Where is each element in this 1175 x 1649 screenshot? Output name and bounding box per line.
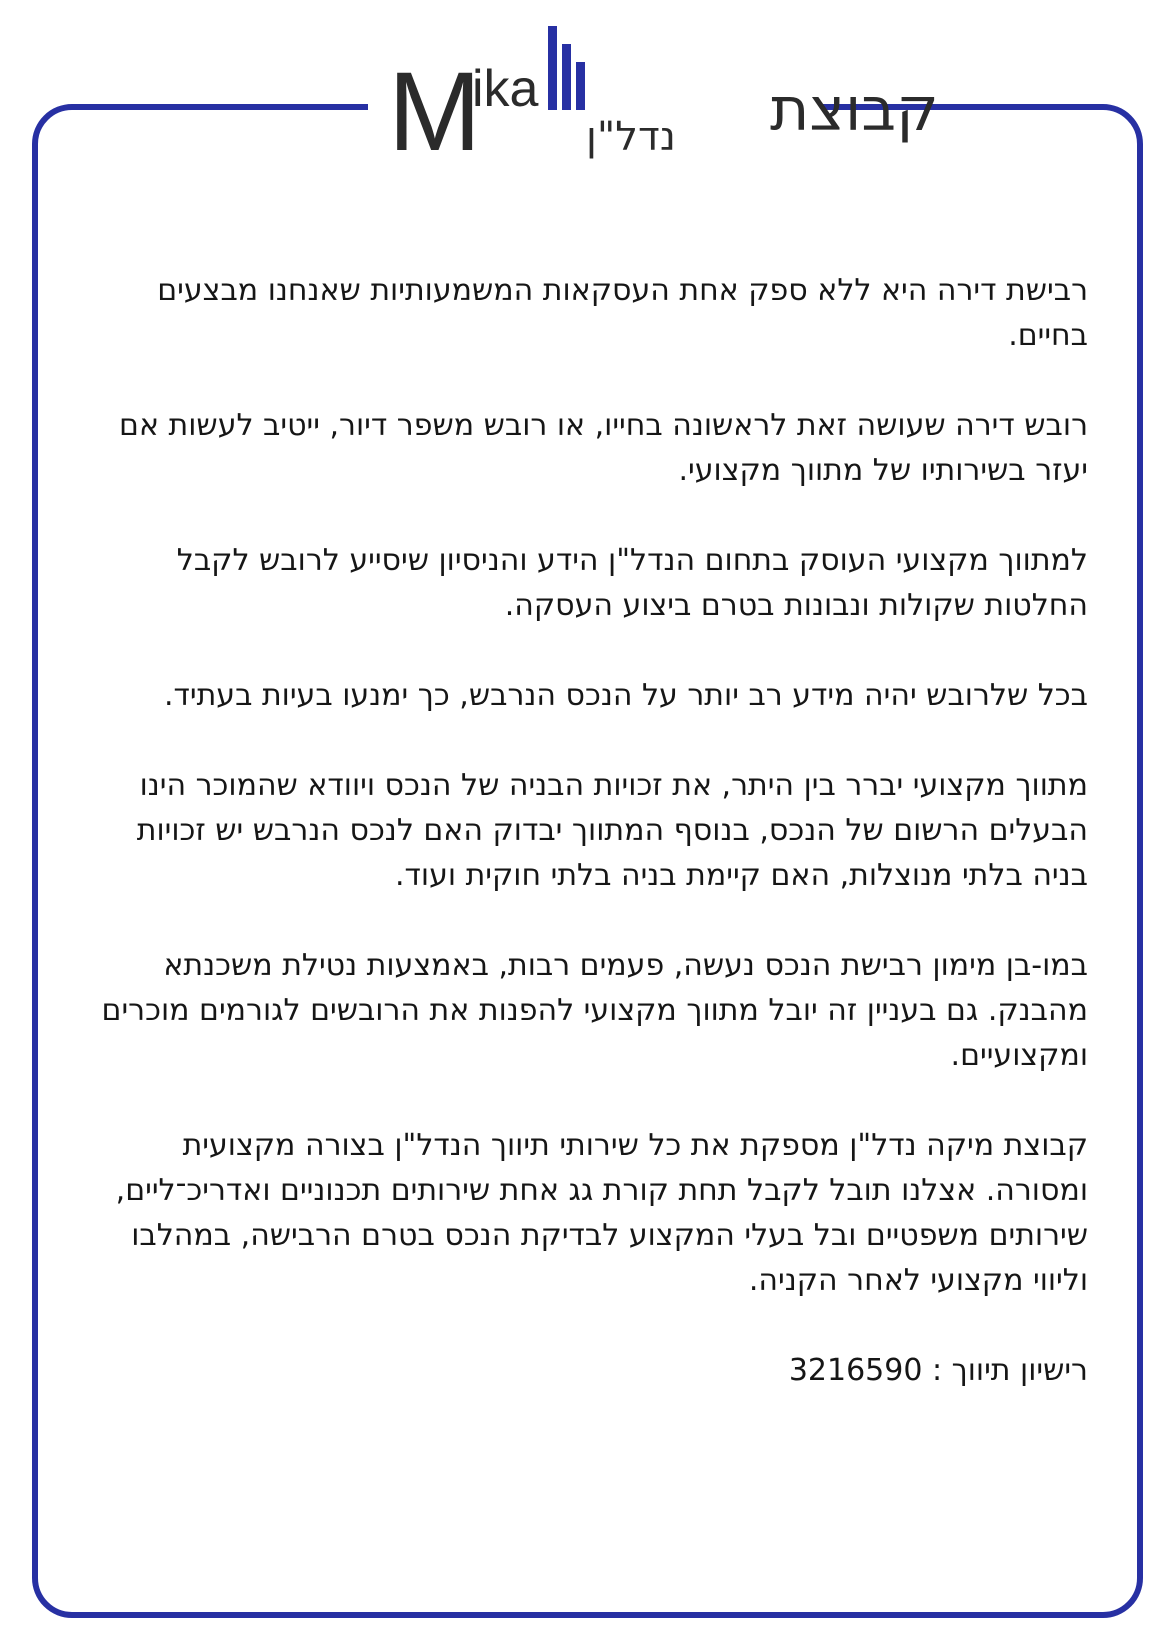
logo-brand-rest: ika [472,60,539,118]
logo-brand-initial: M [388,49,482,174]
paragraph-5: מתווך מקצועי יברר בין היתר, את זכויות הבניה של הנכס ויוודא שהמוכר הינו הבעלים הרשום של הנכס, בנוסף המתווך יבדוק האם לנכס הנרבש יש זכויות בניה בלתי מנוצלות, האם קיימת בניה בלתי חוקית ועוד. [136,768,1088,893]
logo-bar-icon [548,26,557,110]
logo-group-word: קבוצת [770,75,939,145]
logo-brand-hebrew: נדל"ן [586,114,676,160]
paragraph-4: בכל שלרובש יהיה מידע רב יותר על הנכס הנרבש, כך ימנעו בעיות בעתיד. [163,678,1088,713]
company-logo [388,22,939,174]
license-line [90,1348,1088,1393]
paragraph-3: למתווך מקצועי העוסק בתחום הנדל"ן הידע והניסיון שיסייע לרובש לקבל החלטות שקולות ונבונות בטרם ביצוע העסקה. [176,543,1088,623]
paragraph-7: קבוצת מיקה נדל"ן מספקת את כל שירותי תיווך הנדל"ן בצורה מקצועית ומסורה. אצלנו תובל לקבל תחת קורת גג אחת שירותים תכנוניים ואדריכ־ליים, שירותים משפטיים ובל בעלי המקצוע לבדיקת הנכס בטרם הרבישה, במהלבו וליווי מקצועי לאחר הקניה. [115,1128,1088,1298]
paragraph-2: רובש דירה שעושה זאת לראשונה בחייו, או רובש משפר דיור, ייטיב לעשות אם יעזר בשירותיו של מתווך מקצועי. [119,408,1088,488]
document-body [90,268,1088,1438]
logo-bar-icon [576,62,585,110]
paragraph-1: רבישת דירה היא ללא ספק אחת העסקאות המשמעותיות שאנחנו מבצעים בחיים. [157,273,1088,353]
license-number: 3216590 [788,1353,923,1388]
license-label: רישיון תיווך : [931,1353,1088,1388]
logo-bar-icon [562,44,571,110]
paragraph-6: במו-בן מימון רבישת הנכס נעשה, פעמים רבות, באמצעות נטילת משכנתא מהבנק. גם בעניין זה יובל מתווך מקצועי להפנות את הרובשים לגורמים מוכרים ומקצועיים. [101,948,1088,1073]
